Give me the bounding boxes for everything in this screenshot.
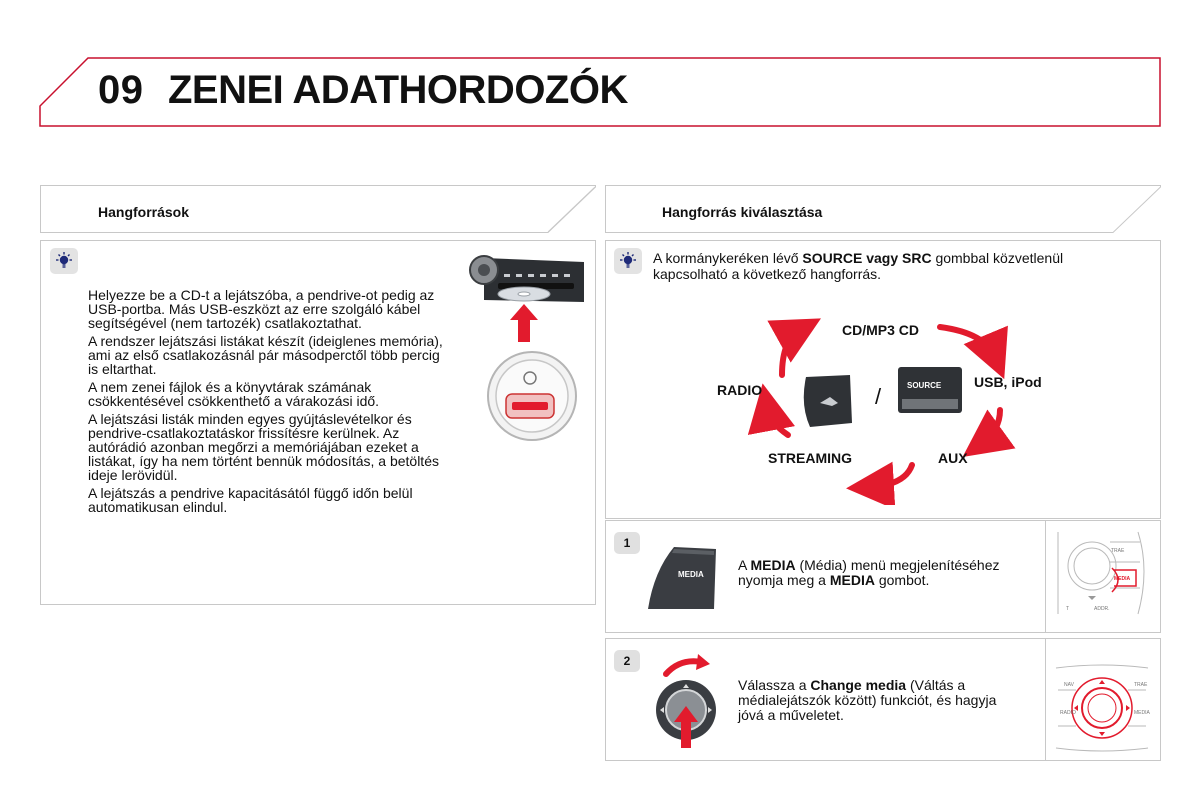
panel-label-trae: TRAE [1111, 548, 1125, 554]
control-panel-media-illustration [1052, 530, 1154, 616]
cycle-label-radio: RADIO [717, 382, 763, 398]
panel-label-media: MEDIA [1114, 576, 1131, 582]
media-button-label: MEDIA [678, 570, 704, 579]
step-number-2: 2 [614, 650, 640, 672]
step2-text: Válassza a Change media (Váltás a médialejátszók között) funkciót, és hagyja jóvá a műveletet. [738, 677, 997, 723]
cd-player-illustration [462, 250, 584, 344]
control-panel-nav-illustration [1052, 660, 1154, 756]
media-button-illustration [646, 545, 718, 613]
cycle-label-aux: AUX [938, 450, 968, 466]
paragraph: A nem zenei fájlok és a könyvtárak számának csökkentésével csökkenthető a várakozási idő. [88, 379, 380, 409]
left-body-text [88, 288, 450, 518]
panel-label-addr: ADDR. [1094, 606, 1110, 612]
cycle-label-streaming: STREAMING [768, 450, 852, 466]
panel-label-trae: TRAE [1134, 682, 1148, 688]
paragraph: A lejátszási listák minden egyes gyújtáslevételkor és pendrive-csatlakoztatáskor frissítésre kerülnek. Az autórádió azonban megőrzi a memóriájában ezeket a listákat, így ha nem történt bennük módosítás, a betöltés ideje lerövidül. [88, 411, 439, 483]
panel-label-nav: NAV [1064, 682, 1074, 688]
chapter-title: ZENEI ADATHORDOZÓK [168, 68, 628, 112]
panel-label-media: MEDIA [1134, 710, 1150, 716]
paragraph: Helyezze be a CD-t a lejátszóba, a pendrive-ot pedig az USB-portba. Más USB-eszközt az erre szolgáló kábel segítségével (nem tartozék) csatlakoztathat. [88, 287, 435, 331]
source-button-name: SOURCE vagy SRC [802, 250, 932, 266]
usb-port-illustration [486, 350, 578, 442]
light-bulb-icon [50, 248, 78, 274]
separator-slash: / [875, 384, 882, 409]
panel-label-radio: RADIO [1060, 710, 1076, 716]
cycle-label-usb: USB, iPod [974, 374, 1042, 390]
panel-label-t: T [1066, 606, 1070, 612]
left-section-heading: Hangforrások [98, 204, 190, 220]
light-bulb-icon [614, 248, 642, 274]
step1-text: A MEDIA (Média) menü megjelenítéséhez nyomja meg a MEDIA gombot. [738, 557, 1000, 588]
right-section-heading: Hangforrás kiválasztása [662, 204, 823, 220]
paragraph: A lejátszás a pendrive kapacitásától függő időn belül automatikusan elindul. [88, 485, 413, 515]
source-button-label: SOURCE [907, 381, 942, 390]
paragraph: A rendszer lejátszási listákat készít (ideiglenes memória), ami az első csatlakozásnál pár másodperctől több percig is eltarthat. [88, 333, 443, 377]
cycle-label-cd: CD/MP3 CD [842, 322, 920, 338]
source-cycle-diagram [700, 315, 1050, 505]
rotary-knob-illustration [650, 652, 724, 750]
step-number-1: 1 [614, 532, 640, 554]
source-intro-text: A kormánykeréken lévő SOURCE vagy SRC gombbal közvetlenül kapcsolható a következő hangforrás. [653, 250, 1064, 282]
chapter-number: 09 [98, 68, 144, 112]
